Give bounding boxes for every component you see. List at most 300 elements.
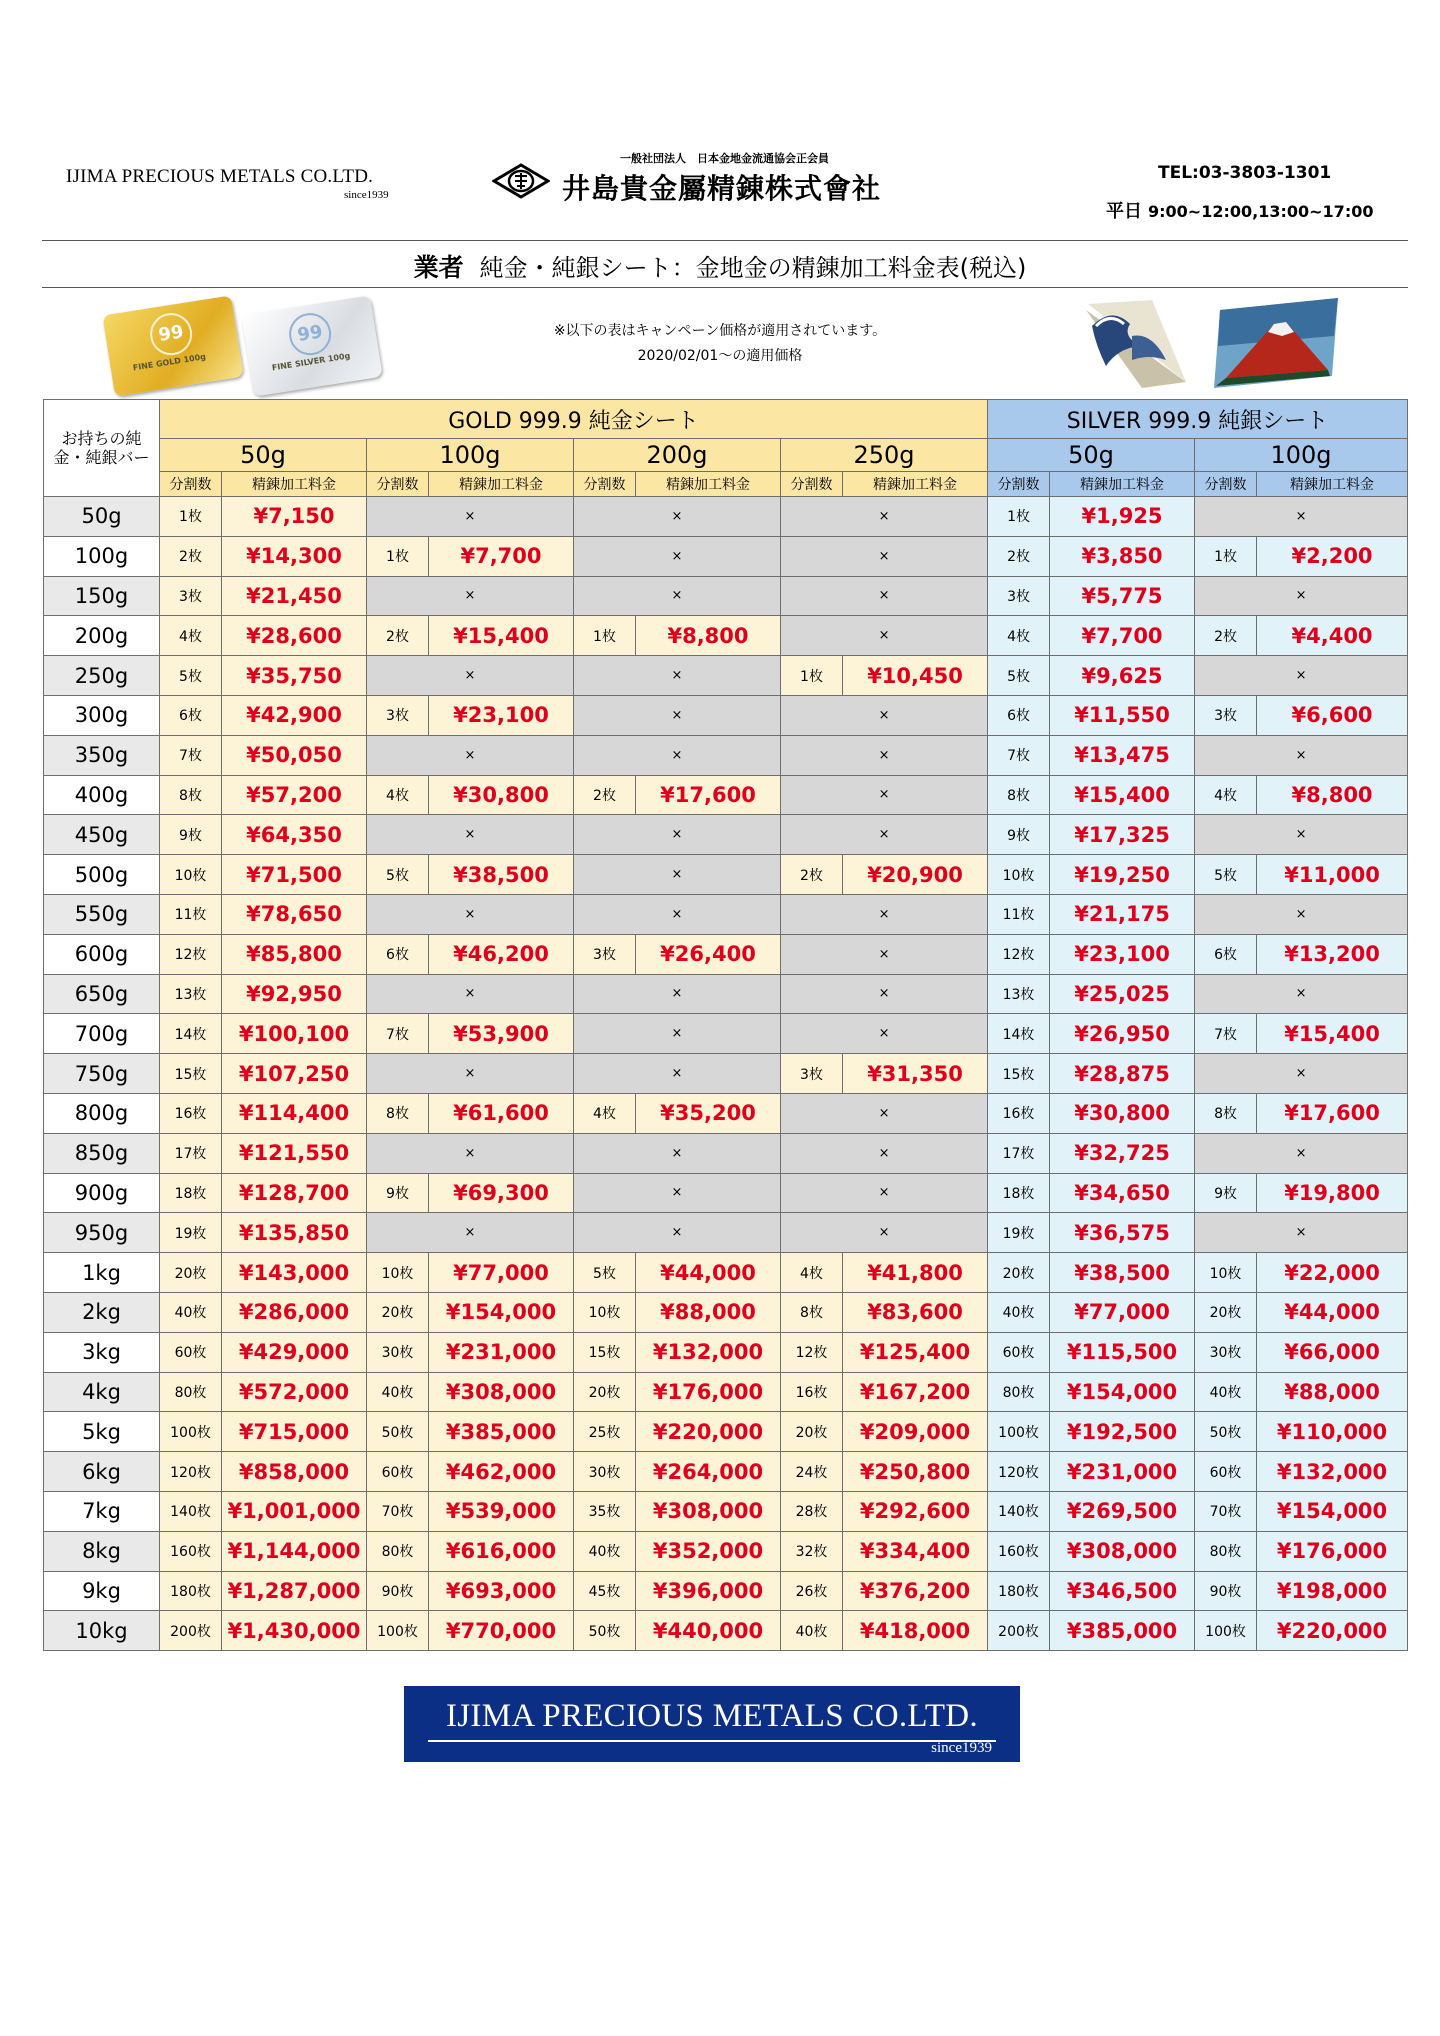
refining-fee-header: 精錬加工料金 (429, 472, 574, 497)
split-count-cell: 3枚 (988, 576, 1050, 616)
not-available-cell: × (574, 974, 781, 1014)
not-available-cell: × (781, 934, 988, 974)
split-count-header: 分割数 (1195, 472, 1257, 497)
split-count-cell: 1枚 (367, 536, 429, 576)
bar-weight-cell: 950g (44, 1213, 160, 1253)
banner-underline (428, 1740, 996, 1742)
split-count-cell: 160枚 (160, 1531, 222, 1571)
bar-weight-cell: 8kg (44, 1531, 160, 1571)
refining-fee-cell: ¥286,000 (222, 1292, 367, 1332)
refining-fee-cell: ¥572,000 (222, 1372, 367, 1412)
not-available-cell: × (367, 815, 574, 855)
not-available-cell: × (1195, 735, 1408, 775)
gold-card-badge: 99 (147, 310, 195, 358)
split-count-cell: 4枚 (1195, 775, 1257, 815)
split-count-cell: 17枚 (160, 1133, 222, 1173)
split-count-cell: 40枚 (781, 1611, 843, 1651)
not-available-cell: × (781, 1093, 988, 1133)
not-available-cell: × (1195, 894, 1408, 934)
refining-fee-cell: ¥231,000 (429, 1332, 574, 1372)
refining-fee-cell: ¥9,625 (1050, 656, 1195, 696)
refining-fee-cell: ¥21,450 (222, 576, 367, 616)
refining-fee-cell: ¥69,300 (429, 1173, 574, 1213)
table-body (44, 497, 1408, 1651)
split-count-cell: 16枚 (988, 1093, 1050, 1133)
refining-fee-cell: ¥44,000 (636, 1253, 781, 1293)
split-count-cell: 7枚 (367, 1014, 429, 1054)
refining-fee-cell: ¥22,000 (1257, 1253, 1408, 1293)
split-count-cell: 50枚 (574, 1611, 636, 1651)
title-bottom-rule (42, 287, 1408, 288)
table-row (44, 1452, 1408, 1492)
split-count-cell: 15枚 (988, 1054, 1050, 1094)
not-available-cell: × (367, 576, 574, 616)
business-hours (1106, 197, 1373, 223)
not-available-cell: × (781, 576, 988, 616)
split-count-cell: 20枚 (574, 1372, 636, 1412)
bar-weight-cell: 150g (44, 576, 160, 616)
refining-fee-cell: ¥23,100 (1050, 934, 1195, 974)
refining-fee-cell: ¥83,600 (843, 1292, 988, 1332)
title-top-rule (42, 240, 1408, 241)
silver-size-header: 100g (1195, 439, 1408, 472)
split-count-cell: 20枚 (781, 1412, 843, 1452)
refining-fee-cell: ¥8,800 (636, 616, 781, 656)
silver-section-header: SILVER 999.9 純銀シート (988, 400, 1408, 439)
bar-weight-cell: 850g (44, 1133, 160, 1173)
table-row (44, 1571, 1408, 1611)
refining-fee-cell: ¥770,000 (429, 1611, 574, 1651)
refining-fee-cell: ¥78,650 (222, 894, 367, 934)
refining-fee-cell: ¥85,800 (222, 934, 367, 974)
split-count-cell: 70枚 (367, 1491, 429, 1531)
not-available-cell: × (574, 656, 781, 696)
split-count-cell: 60枚 (160, 1332, 222, 1372)
refining-fee-cell: ¥135,850 (222, 1213, 367, 1253)
split-count-cell: 50枚 (1195, 1412, 1257, 1452)
refining-fee-cell: ¥17,600 (1257, 1093, 1408, 1133)
refining-fee-cell: ¥115,500 (1050, 1332, 1195, 1372)
table-row (44, 656, 1408, 696)
split-count-cell: 8枚 (781, 1292, 843, 1332)
refining-fee-cell: ¥1,287,000 (222, 1571, 367, 1611)
table-row (44, 1332, 1408, 1372)
price-table (43, 399, 1408, 1651)
refining-fee-cell: ¥88,000 (1257, 1372, 1408, 1412)
split-count-cell: 6枚 (367, 934, 429, 974)
split-count-cell: 9枚 (367, 1173, 429, 1213)
split-count-cell: 15枚 (160, 1054, 222, 1094)
not-available-cell: × (367, 656, 574, 696)
refining-fee-cell: ¥46,200 (429, 934, 574, 974)
split-count-cell: 70枚 (1195, 1491, 1257, 1531)
corner-label (44, 400, 160, 497)
split-count-cell: 12枚 (160, 934, 222, 974)
refining-fee-cell: ¥17,600 (636, 775, 781, 815)
not-available-cell: × (574, 576, 781, 616)
refining-fee-cell: ¥77,000 (429, 1253, 574, 1293)
not-available-cell: × (574, 1213, 781, 1253)
split-count-cell: 19枚 (160, 1213, 222, 1253)
split-count-cell: 80枚 (988, 1372, 1050, 1412)
split-count-cell: 1枚 (1195, 536, 1257, 576)
split-count-cell: 10枚 (574, 1292, 636, 1332)
not-available-cell: × (781, 735, 988, 775)
split-count-cell: 12枚 (781, 1332, 843, 1372)
refining-fee-cell: ¥176,000 (636, 1372, 781, 1412)
refining-fee-cell: ¥19,250 (1050, 855, 1195, 895)
split-count-cell: 1枚 (988, 497, 1050, 537)
split-count-cell: 20枚 (367, 1292, 429, 1332)
table-row (44, 1611, 1408, 1651)
refining-fee-cell: ¥30,800 (429, 775, 574, 815)
split-count-cell: 14枚 (988, 1014, 1050, 1054)
refining-fee-cell: ¥64,350 (222, 815, 367, 855)
split-count-cell: 26枚 (781, 1571, 843, 1611)
refining-fee-cell: ¥125,400 (843, 1332, 988, 1372)
split-count-cell: 20枚 (988, 1253, 1050, 1293)
split-count-cell: 4枚 (988, 616, 1050, 656)
not-available-cell: × (574, 536, 781, 576)
not-available-cell: × (574, 1054, 781, 1094)
refining-fee-cell: ¥53,900 (429, 1014, 574, 1054)
split-count-cell: 7枚 (160, 735, 222, 775)
refining-fee-cell: ¥20,900 (843, 855, 988, 895)
refining-fee-cell: ¥35,200 (636, 1093, 781, 1133)
split-count-cell: 80枚 (1195, 1531, 1257, 1571)
not-available-cell: × (574, 695, 781, 735)
not-available-cell: × (781, 616, 988, 656)
not-available-cell: × (367, 497, 574, 537)
bar-weight-cell: 6kg (44, 1452, 160, 1492)
refining-fee-cell: ¥220,000 (636, 1412, 781, 1452)
refining-fee-cell: ¥132,000 (1257, 1452, 1408, 1492)
not-available-cell: × (781, 497, 988, 537)
refining-fee-cell: ¥32,725 (1050, 1133, 1195, 1173)
refining-fee-cell: ¥1,925 (1050, 497, 1195, 537)
refining-fee-cell: ¥14,300 (222, 536, 367, 576)
split-count-cell: 7枚 (1195, 1014, 1257, 1054)
refining-fee-cell: ¥715,000 (222, 1412, 367, 1452)
association-label: 一般社団法人 日本金地金流通協会正会員 (620, 152, 829, 165)
refining-fee-cell: ¥7,150 (222, 497, 367, 537)
refining-fee-cell: ¥77,000 (1050, 1292, 1195, 1332)
refining-fee-cell: ¥269,500 (1050, 1491, 1195, 1531)
refining-fee-cell: ¥616,000 (429, 1531, 574, 1571)
refining-fee-cell: ¥21,175 (1050, 894, 1195, 934)
refining-fee-cell: ¥858,000 (222, 1452, 367, 1492)
split-count-cell: 10枚 (160, 855, 222, 895)
not-available-cell: × (1195, 974, 1408, 1014)
split-count-cell: 15枚 (574, 1332, 636, 1372)
not-available-cell: × (1195, 497, 1408, 537)
refining-fee-header: 精錬加工料金 (843, 472, 988, 497)
split-count-cell: 200枚 (160, 1611, 222, 1651)
refining-fee-cell: ¥1,001,000 (222, 1491, 367, 1531)
refining-fee-cell: ¥4,400 (1257, 616, 1408, 656)
refining-fee-header: 精錬加工料金 (1257, 472, 1408, 497)
not-available-cell: × (1195, 656, 1408, 696)
not-available-cell: × (781, 1173, 988, 1213)
bar-weight-cell: 300g (44, 695, 160, 735)
refining-fee-cell: ¥10,450 (843, 656, 988, 696)
not-available-cell: × (367, 1213, 574, 1253)
effective-date-note: 2020/02/01～の適用価格 (637, 348, 803, 364)
refining-fee-cell: ¥167,200 (843, 1372, 988, 1412)
company-crest-icon (492, 162, 550, 200)
split-count-cell: 4枚 (781, 1253, 843, 1293)
bar-weight-cell: 700g (44, 1014, 160, 1054)
split-count-cell: 1枚 (781, 656, 843, 696)
refining-fee-cell: ¥385,000 (429, 1412, 574, 1452)
split-count-cell: 2枚 (1195, 616, 1257, 656)
refining-fee-cell: ¥17,325 (1050, 815, 1195, 855)
split-count-cell: 40枚 (160, 1292, 222, 1332)
split-count-cell: 5枚 (988, 656, 1050, 696)
split-count-cell: 8枚 (988, 775, 1050, 815)
split-count-cell: 40枚 (1195, 1372, 1257, 1412)
split-count-cell: 6枚 (1195, 934, 1257, 974)
bar-weight-cell: 600g (44, 934, 160, 974)
bar-weight-cell: 500g (44, 855, 160, 895)
table-row (44, 934, 1408, 974)
split-count-cell: 2枚 (160, 536, 222, 576)
refining-fee-cell: ¥176,000 (1257, 1531, 1408, 1571)
refining-fee-cell: ¥220,000 (1257, 1611, 1408, 1651)
split-count-cell: 25枚 (574, 1412, 636, 1452)
table-row (44, 497, 1408, 537)
refining-fee-cell: ¥38,500 (429, 855, 574, 895)
split-count-cell: 100枚 (160, 1412, 222, 1452)
split-count-cell: 40枚 (574, 1531, 636, 1571)
split-count-cell: 18枚 (988, 1173, 1050, 1213)
refining-fee-cell: ¥8,800 (1257, 775, 1408, 815)
bar-weight-cell: 650g (44, 974, 160, 1014)
split-count-cell: 10枚 (367, 1253, 429, 1293)
split-count-cell: 40枚 (367, 1372, 429, 1412)
refining-fee-cell: ¥26,400 (636, 934, 781, 974)
table-row (44, 616, 1408, 656)
refining-fee-cell: ¥132,000 (636, 1332, 781, 1372)
refining-fee-cell: ¥11,000 (1257, 855, 1408, 895)
split-count-cell: 13枚 (160, 974, 222, 1014)
refining-fee-cell: ¥292,600 (843, 1491, 988, 1531)
refining-fee-cell: ¥308,000 (636, 1491, 781, 1531)
refining-fee-cell: ¥41,800 (843, 1253, 988, 1293)
hours-value: 9:00~12:00,13:00~17:00 (1148, 202, 1374, 221)
refining-fee-cell: ¥25,025 (1050, 974, 1195, 1014)
split-count-header: 分割数 (160, 472, 222, 497)
bar-weight-cell: 9kg (44, 1571, 160, 1611)
split-count-cell: 20枚 (1195, 1292, 1257, 1332)
table-row (44, 735, 1408, 775)
refining-fee-cell: ¥7,700 (429, 536, 574, 576)
split-count-cell: 60枚 (367, 1452, 429, 1492)
split-count-cell: 180枚 (160, 1571, 222, 1611)
great-wave-icon (1082, 296, 1190, 388)
not-available-cell: × (781, 1133, 988, 1173)
split-count-cell: 16枚 (781, 1372, 843, 1412)
refining-fee-cell: ¥28,600 (222, 616, 367, 656)
table-row (44, 536, 1408, 576)
refining-fee-cell: ¥11,550 (1050, 695, 1195, 735)
not-available-cell: × (367, 974, 574, 1014)
table-row (44, 855, 1408, 895)
bar-weight-cell: 350g (44, 735, 160, 775)
table-row (44, 894, 1408, 934)
not-available-cell: × (781, 536, 988, 576)
refining-fee-cell: ¥36,575 (1050, 1213, 1195, 1253)
table-row (44, 1014, 1408, 1054)
company-name-jp: 井島貴金屬精錬株式會社 (562, 172, 882, 205)
split-count-cell: 120枚 (160, 1452, 222, 1492)
bar-weight-cell: 750g (44, 1054, 160, 1094)
refining-fee-header: 精錬加工料金 (1050, 472, 1195, 497)
refining-fee-cell: ¥114,400 (222, 1093, 367, 1133)
banner-since: since1939 (931, 1740, 992, 1756)
refining-fee-cell: ¥693,000 (429, 1571, 574, 1611)
refining-fee-cell: ¥3,850 (1050, 536, 1195, 576)
refining-fee-cell: ¥15,400 (429, 616, 574, 656)
not-available-cell: × (781, 1213, 988, 1253)
silver-size-header: 50g (988, 439, 1195, 472)
bar-weight-cell: 900g (44, 1173, 160, 1213)
refining-fee-cell: ¥154,000 (1257, 1491, 1408, 1531)
split-count-cell: 160枚 (988, 1531, 1050, 1571)
refining-fee-cell: ¥31,350 (843, 1054, 988, 1094)
split-count-cell: 4枚 (574, 1093, 636, 1133)
gold-card-label: FINE GOLD 100g (132, 352, 207, 373)
not-available-cell: × (781, 1014, 988, 1054)
refining-fee-cell: ¥308,000 (1050, 1531, 1195, 1571)
table-row (44, 1093, 1408, 1133)
split-count-cell: 3枚 (781, 1054, 843, 1094)
split-count-cell: 5枚 (574, 1253, 636, 1293)
refining-fee-cell: ¥2,200 (1257, 536, 1408, 576)
refining-fee-cell: ¥334,400 (843, 1531, 988, 1571)
split-count-cell: 180枚 (988, 1571, 1050, 1611)
refining-fee-cell: ¥231,000 (1050, 1452, 1195, 1492)
table-row (44, 1213, 1408, 1253)
silver-card-label: FINE SILVER 100g (271, 351, 351, 373)
refining-fee-cell: ¥5,775 (1050, 576, 1195, 616)
refining-fee-cell: ¥198,000 (1257, 1571, 1408, 1611)
split-count-cell: 2枚 (988, 536, 1050, 576)
split-count-cell: 50枚 (367, 1412, 429, 1452)
refining-fee-cell: ¥44,000 (1257, 1292, 1408, 1332)
refining-fee-cell: ¥110,000 (1257, 1412, 1408, 1452)
split-count-cell: 1枚 (160, 497, 222, 537)
refining-fee-cell: ¥35,750 (222, 656, 367, 696)
refining-fee-cell: ¥462,000 (429, 1452, 574, 1492)
refining-fee-cell: ¥128,700 (222, 1173, 367, 1213)
split-count-cell: 8枚 (1195, 1093, 1257, 1133)
hours-prefix: 平日 (1106, 201, 1142, 222)
not-available-cell: × (574, 894, 781, 934)
gold-section-header: GOLD 999.9 純金シート (160, 400, 988, 439)
gold-size-header: 250g (781, 439, 988, 472)
table-row (44, 1133, 1408, 1173)
refining-fee-cell: ¥396,000 (636, 1571, 781, 1611)
table-row (44, 1412, 1408, 1452)
refining-fee-cell: ¥28,875 (1050, 1054, 1195, 1094)
table-row (44, 1054, 1408, 1094)
not-available-cell: × (367, 1054, 574, 1094)
split-count-cell: 6枚 (988, 695, 1050, 735)
not-available-cell: × (1195, 576, 1408, 616)
split-count-cell: 60枚 (1195, 1452, 1257, 1492)
split-count-cell: 200枚 (988, 1611, 1050, 1651)
split-count-header: 分割数 (367, 472, 429, 497)
not-available-cell: × (1195, 815, 1408, 855)
table-row (44, 1292, 1408, 1332)
split-count-cell: 11枚 (160, 894, 222, 934)
bar-weight-cell: 800g (44, 1093, 160, 1133)
refining-fee-cell: ¥143,000 (222, 1253, 367, 1293)
refining-fee-cell: ¥71,500 (222, 855, 367, 895)
telephone: TEL:03-3803-1301 (1158, 163, 1332, 183)
bar-weight-cell: 7kg (44, 1491, 160, 1531)
split-count-cell: 2枚 (781, 855, 843, 895)
split-count-cell: 13枚 (988, 974, 1050, 1014)
not-available-cell: × (781, 695, 988, 735)
split-count-cell: 30枚 (367, 1332, 429, 1372)
company-since: since1939 (344, 189, 389, 201)
not-available-cell: × (781, 815, 988, 855)
split-count-cell: 5枚 (160, 656, 222, 696)
refining-fee-cell: ¥57,200 (222, 775, 367, 815)
split-count-header: 分割数 (988, 472, 1050, 497)
bar-weight-cell: 2kg (44, 1292, 160, 1332)
split-count-cell: 8枚 (367, 1093, 429, 1133)
not-available-cell: × (367, 894, 574, 934)
split-count-cell: 2枚 (367, 616, 429, 656)
refining-fee-cell: ¥107,250 (222, 1054, 367, 1094)
not-available-cell: × (367, 1133, 574, 1173)
not-available-cell: × (574, 1173, 781, 1213)
split-count-cell: 3枚 (1195, 695, 1257, 735)
gold-size-header: 200g (574, 439, 781, 472)
split-count-cell: 60枚 (988, 1332, 1050, 1372)
split-count-cell: 8枚 (160, 775, 222, 815)
split-count-cell: 140枚 (160, 1491, 222, 1531)
not-available-cell: × (1195, 1133, 1408, 1173)
split-count-cell: 30枚 (1195, 1332, 1257, 1372)
split-count-cell: 9枚 (1195, 1173, 1257, 1213)
refining-fee-cell: ¥1,144,000 (222, 1531, 367, 1571)
table-row (44, 775, 1408, 815)
split-count-cell: 32枚 (781, 1531, 843, 1571)
split-count-cell: 3枚 (160, 576, 222, 616)
refining-fee-cell: ¥250,800 (843, 1452, 988, 1492)
refining-fee-cell: ¥61,600 (429, 1093, 574, 1133)
not-available-cell: × (574, 1133, 781, 1173)
refining-fee-cell: ¥15,400 (1050, 775, 1195, 815)
split-count-cell: 100枚 (988, 1412, 1050, 1452)
refining-fee-cell: ¥19,800 (1257, 1173, 1408, 1213)
refining-fee-cell: ¥23,100 (429, 695, 574, 735)
split-count-header: 分割数 (781, 472, 843, 497)
refining-fee-header: 精錬加工料金 (222, 472, 367, 497)
bar-weight-cell: 450g (44, 815, 160, 855)
refining-fee-cell: ¥13,200 (1257, 934, 1408, 974)
refining-fee-cell: ¥154,000 (1050, 1372, 1195, 1412)
refining-fee-cell: ¥50,050 (222, 735, 367, 775)
refining-fee-cell: ¥34,650 (1050, 1173, 1195, 1213)
refining-fee-cell: ¥264,000 (636, 1452, 781, 1492)
bar-weight-cell: 550g (44, 894, 160, 934)
refining-fee-cell: ¥209,000 (843, 1412, 988, 1452)
